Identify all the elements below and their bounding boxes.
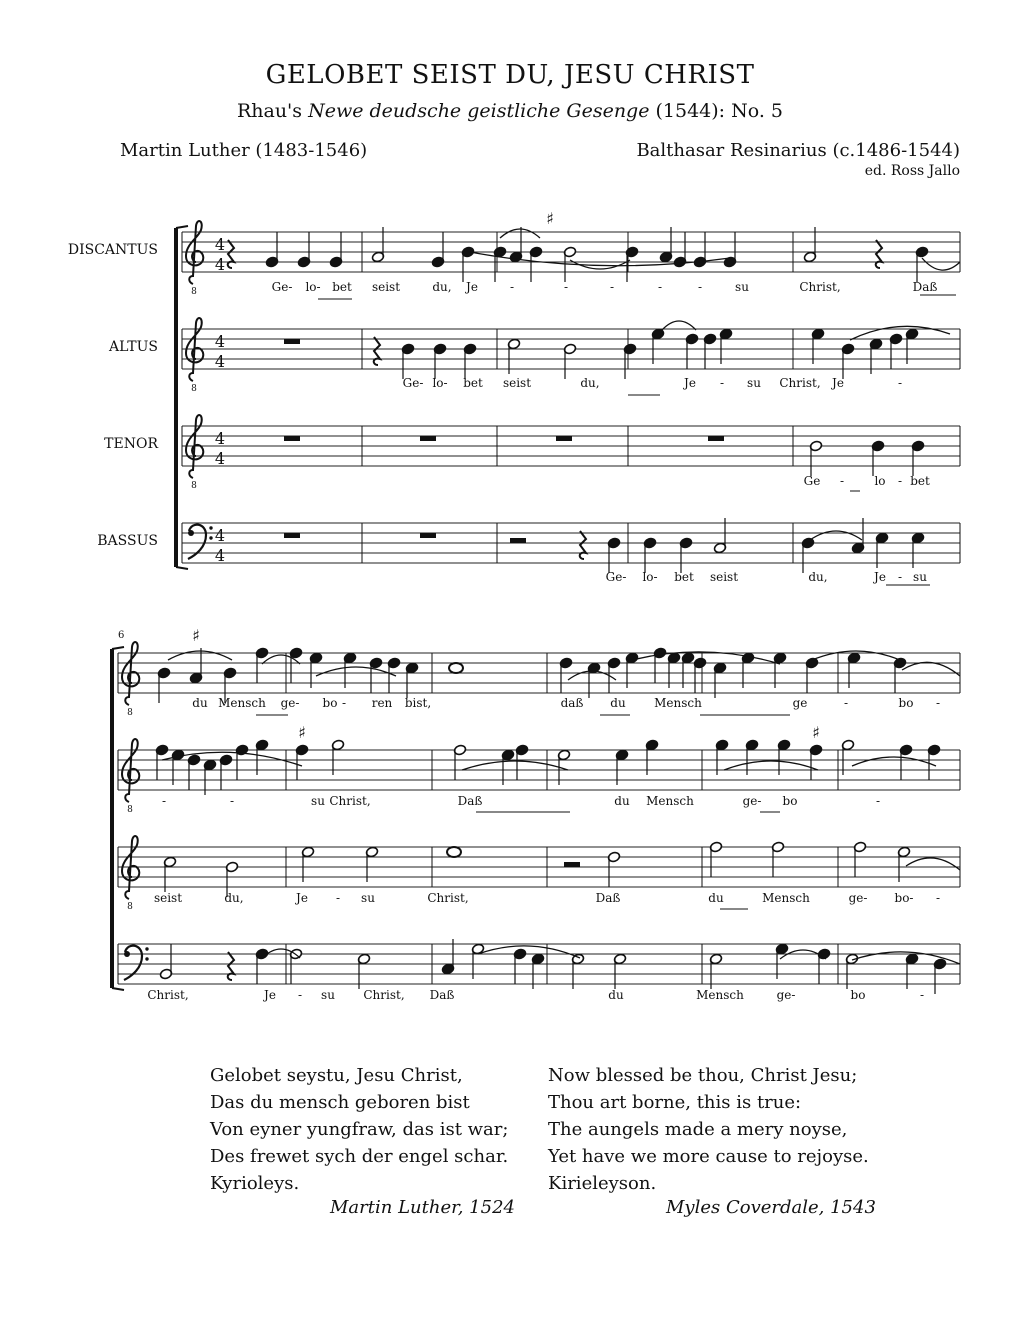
slur: [462, 761, 568, 770]
lyric-syllable: lo-: [432, 376, 448, 390]
sharp-icon: ♯: [546, 209, 554, 228]
sharp-icon: ♯: [812, 723, 820, 742]
note: [889, 333, 902, 369]
lyric-syllable: Je: [874, 570, 886, 584]
time-signature-top: 4: [214, 235, 226, 254]
note: [433, 343, 446, 379]
clef-octave-mark: 8: [127, 708, 133, 718]
lyric-syllable: Daß: [595, 891, 621, 905]
lyric-syllable: daß: [560, 696, 584, 710]
note: [401, 343, 414, 379]
treble-clef-stroke: [122, 642, 139, 705]
lyric-syllable: du: [608, 988, 624, 1002]
lyric-syllable: Je: [296, 891, 308, 905]
lyric-syllable: seist: [502, 376, 532, 390]
clef-octave-mark: 8: [191, 384, 197, 394]
lyric-syllable: Ge-: [605, 570, 627, 584]
quarter-rest-icon: [228, 240, 234, 268]
time-signature-bottom: 4: [214, 449, 226, 468]
clef-octave-mark: 8: [191, 287, 197, 297]
voice-name: ALTUS: [109, 339, 158, 355]
lyric-syllable: bet: [674, 570, 694, 584]
note: [369, 657, 382, 693]
note: [289, 948, 302, 984]
note: [915, 246, 928, 282]
lyric-syllable: su: [735, 280, 749, 294]
time-signature-bottom: 4: [214, 352, 226, 371]
note: [255, 647, 268, 683]
lyric-syllable: du,: [432, 280, 452, 294]
lyric-syllable: su: [747, 376, 761, 390]
slur: [724, 761, 818, 770]
time-signature-bottom: 4: [214, 255, 226, 274]
english-line: The aungels made a mery noyse,: [548, 1119, 848, 1140]
poet-credit: Martin Luther (1483-1546): [120, 140, 368, 161]
time-signature-top: 4: [214, 332, 226, 351]
lyric-syllable: -: [843, 696, 849, 710]
english-line: Thou art borne, this is true:: [548, 1092, 802, 1113]
sharp-icon: ♯: [192, 626, 200, 645]
note: [625, 246, 638, 282]
slur: [902, 662, 960, 676]
lyric-syllable: bet: [910, 474, 930, 488]
note: [685, 333, 698, 369]
slur: [168, 651, 232, 660]
note: [563, 343, 576, 379]
whole-rest-icon: [556, 436, 572, 441]
quarter-rest-icon: [580, 531, 586, 559]
lyric-syllable: Ge-: [402, 376, 424, 390]
note: [219, 754, 232, 790]
lyric-syllable: du,: [808, 570, 828, 584]
english-attribution: Myles Coverdale, 1543: [666, 1197, 876, 1218]
lyric-syllable: Daß: [429, 988, 455, 1002]
lyric-syllable: Christ,: [329, 794, 371, 808]
lyric-syllable: bo-: [894, 891, 914, 905]
whole-rest-icon: [420, 436, 436, 441]
lyric-syllable: bet: [463, 376, 483, 390]
notehead: [447, 847, 461, 857]
lyric-syllable: du: [610, 696, 626, 710]
bass-clef-dot: [209, 536, 212, 539]
lyric-syllable: -: [609, 280, 615, 294]
lyric-syllable: -: [719, 376, 725, 390]
note: [679, 537, 692, 573]
lyric-syllable: Je: [264, 988, 276, 1002]
half-rest-icon: [510, 538, 526, 543]
subtitle-prefix: Rhau's: [236, 100, 309, 122]
slur: [852, 757, 936, 766]
lyric-syllable: Mensch: [646, 794, 694, 808]
lyric-syllable: -: [657, 280, 663, 294]
german-attribution: Martin Luther, 1524: [330, 1197, 515, 1218]
note: [559, 657, 572, 693]
piece-title: GELOBET SEIST DU, JESU CHRIST: [265, 60, 755, 90]
lyric-syllable: Christ,: [363, 988, 405, 1002]
note: [157, 667, 170, 703]
lyric-syllable: -: [935, 891, 941, 905]
lyric-syllable: ge: [792, 696, 808, 710]
english-line: Kirieleyson.: [548, 1173, 657, 1194]
time-signature-bottom: 4: [214, 546, 226, 565]
lyric-syllable: -: [563, 280, 569, 294]
german-line: Das du mensch geboren bist: [210, 1092, 470, 1113]
lyric-syllable: du: [708, 891, 724, 905]
slur: [316, 667, 396, 676]
subtitle-source: Newe deudsche geistliche Gesenge: [308, 100, 650, 122]
lyric-syllable: Mensch: [762, 891, 810, 905]
bar-number: 6: [118, 630, 125, 641]
bracket-hook: [176, 226, 188, 228]
whole-rest-icon: [284, 436, 300, 441]
notehead: [449, 663, 463, 673]
clef-octave-mark: 8: [127, 902, 133, 912]
whole-rest-icon: [284, 339, 300, 344]
lyric-syllable: Mensch: [696, 988, 744, 1002]
note: [871, 440, 884, 476]
note: [809, 440, 822, 476]
voice-name: TENOR: [104, 436, 158, 452]
clef-octave-mark: 8: [191, 481, 197, 491]
note: [643, 537, 656, 573]
note: [235, 744, 248, 780]
treble-clef-stroke: [186, 221, 203, 284]
bracket-hook: [112, 647, 124, 649]
note: [817, 948, 830, 984]
note: [329, 232, 342, 268]
lyric-syllable: -: [161, 794, 167, 808]
lyric-syllable: du,: [580, 376, 600, 390]
slur: [500, 229, 540, 238]
lyric-syllable: -: [509, 280, 515, 294]
note: [447, 847, 461, 857]
bass-clef-dot: [145, 957, 148, 960]
note: [693, 657, 706, 693]
lyric-syllable: Christ,: [799, 280, 841, 294]
lyric-syllable: -: [919, 988, 925, 1002]
note: [607, 851, 620, 887]
slur: [470, 252, 730, 266]
note: [801, 537, 814, 573]
note: [289, 647, 302, 683]
note: [911, 440, 924, 476]
system-bracket: [174, 228, 178, 567]
note: [771, 841, 784, 877]
note: [899, 744, 912, 780]
lyric-syllable: bist,: [404, 696, 432, 710]
note: [529, 246, 542, 282]
whole-rest-icon: [420, 533, 436, 538]
editor-credit: ed. Ross Jallo: [864, 163, 960, 179]
whole-rest-icon: [284, 533, 300, 538]
bracket-hook: [176, 567, 188, 569]
lyric-syllable: bo: [782, 794, 798, 808]
composer-credit: Balthasar Resinarius (c.1486-1544): [636, 140, 960, 161]
bass-clef-stroke: [188, 525, 206, 559]
quarter-rest-icon: [228, 952, 234, 980]
lyric-syllable: ge-: [280, 696, 300, 710]
lyric-syllable: lo-: [305, 280, 321, 294]
lyric-syllable: ge-: [742, 794, 762, 808]
note: [431, 232, 444, 268]
lyric-syllable: ge-: [848, 891, 868, 905]
note: [453, 744, 466, 780]
lyric-syllable: su: [321, 988, 335, 1002]
german-verse: [210, 1062, 508, 1197]
lyric-syllable: Daß: [457, 794, 483, 808]
lyric-syllable: -: [297, 988, 303, 1002]
lyric-syllable: bo: [322, 696, 338, 710]
lyric-syllable: ge-: [776, 988, 796, 1002]
german-line: Gelobet seystu, Jesu Christ,: [210, 1065, 463, 1086]
whole-rest-icon: [708, 436, 724, 441]
bracket-hook: [112, 988, 124, 990]
bass-clef-dot: [209, 526, 212, 529]
slur: [922, 258, 960, 270]
note: [805, 657, 818, 693]
slur: [810, 531, 862, 540]
voice-name: BASSUS: [97, 533, 158, 549]
note: [709, 841, 722, 877]
lyric-syllable: bo: [850, 988, 866, 1002]
time-signature-top: 4: [214, 429, 226, 448]
lyric-syllable: -: [839, 474, 845, 488]
lyric-syllable: -: [229, 794, 235, 808]
english-verse: [548, 1062, 869, 1197]
note: [265, 232, 278, 268]
note: [653, 647, 666, 683]
note: [155, 744, 168, 780]
bass-clef-dot: [145, 947, 148, 950]
lyric-syllable: -: [897, 570, 903, 584]
voice-name: DISCANTUS: [67, 242, 158, 258]
half-rest-icon: [564, 862, 580, 867]
bass-clef-icon: [188, 525, 213, 559]
english-line: Now blessed be thou, Christ Jesu;: [548, 1065, 858, 1086]
note: [927, 744, 940, 780]
lyric-syllable: su: [311, 794, 325, 808]
lyric-syllable: -: [341, 696, 347, 710]
lyric-syllable: -: [335, 891, 341, 905]
lyric-syllable: Mensch: [654, 696, 702, 710]
note: [933, 958, 946, 994]
lyric-syllable: Je: [466, 280, 478, 294]
note: [841, 343, 854, 379]
slur: [478, 946, 580, 958]
lyric-syllable: bet: [332, 280, 352, 294]
lyric-syllable: ren: [371, 696, 393, 710]
lyric-syllable: seist: [153, 891, 183, 905]
note: [513, 948, 526, 984]
lyric-syllable: -: [697, 280, 703, 294]
lyric-syllable: Je: [684, 376, 696, 390]
note: [809, 744, 822, 780]
german-line: Des frewet sych der engel schar.: [210, 1146, 509, 1167]
lyric-syllable: Ge-: [271, 280, 293, 294]
lyric-syllable: seist: [709, 570, 739, 584]
treble-clef-stroke: [122, 836, 139, 899]
lyric-syllable: lo-: [642, 570, 658, 584]
bass-clef-dot: [188, 530, 194, 536]
note: [623, 343, 636, 379]
treble-clef-stroke: [122, 739, 139, 802]
sharp-icon: ♯: [298, 723, 306, 742]
lyric-syllable: Ge: [803, 474, 821, 488]
system-bracket: [110, 649, 114, 988]
bass-clef-dot: [124, 951, 130, 957]
lyric-syllable: bo: [898, 696, 914, 710]
bass-clef-stroke: [124, 946, 142, 980]
lyric-syllable: -: [875, 794, 881, 808]
lyric-syllable: seist: [371, 280, 401, 294]
treble-clef-stroke: [186, 318, 203, 381]
lyric-syllable: Christ,: [427, 891, 469, 905]
clef-octave-mark: 8: [127, 805, 133, 815]
subtitle-suffix: (1544): No. 5: [649, 100, 784, 122]
lyric-syllable: -: [935, 696, 941, 710]
lyric-syllable: su: [913, 570, 927, 584]
slur: [570, 260, 630, 269]
note: [461, 246, 474, 282]
lyric-syllable: -: [897, 376, 903, 390]
german-line: Kyrioleys.: [210, 1173, 300, 1194]
lyric-syllable: -: [897, 474, 903, 488]
lyric-syllable: Daß: [912, 280, 938, 294]
lyric-syllable: Je: [832, 376, 844, 390]
lyric-syllable: su: [361, 891, 375, 905]
quarter-rest-icon: [876, 240, 882, 268]
lyric-syllable: du: [192, 696, 208, 710]
lyric-syllable: Christ,: [779, 376, 821, 390]
bass-clef-icon: [124, 946, 149, 980]
note: [295, 744, 308, 780]
german-line: Von eyner yungfraw, das ist war;: [210, 1119, 509, 1140]
note: [703, 333, 716, 369]
quarter-rest-icon: [374, 337, 380, 365]
note: [463, 343, 476, 379]
note: [853, 841, 866, 877]
time-signature-top: 4: [214, 526, 226, 545]
note: [187, 754, 200, 790]
note: [723, 232, 736, 268]
english-line: Yet have we more cause to rejoyse.: [548, 1146, 869, 1167]
note: [893, 657, 906, 693]
lyric-syllable: du,: [224, 891, 244, 905]
treble-clef-stroke: [186, 415, 203, 478]
note: [159, 944, 172, 980]
note: [449, 663, 463, 673]
note: [607, 537, 620, 573]
lyric-syllable: lo: [874, 474, 886, 488]
lyric-syllable: Mensch: [218, 696, 266, 710]
lyric-syllable: du: [614, 794, 630, 808]
note: [493, 246, 506, 282]
lyric-syllable: Christ,: [147, 988, 189, 1002]
slur: [906, 858, 960, 870]
note: [297, 232, 310, 268]
